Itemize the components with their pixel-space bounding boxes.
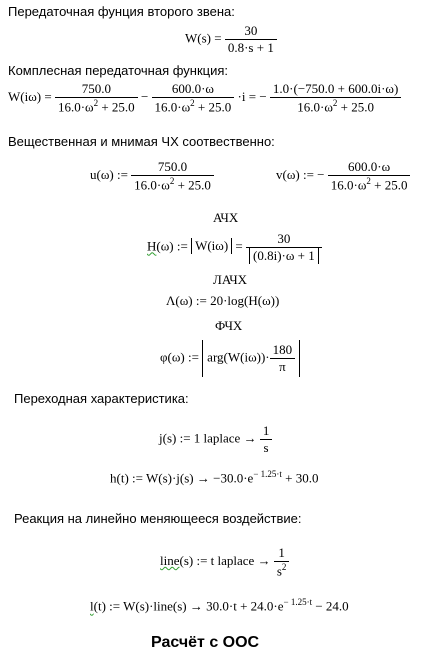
section-title-feedback: Расчёт с ООС [151,634,260,651]
equation-imag-part: v(ω) := − $\frac{600.0\cdot\omega}{16.0\cdot\omega^2 + 25.0}$ [276,159,410,193]
fraction-real: $\frac{750.0}{16.0\cdot\omega^2 + 25.0}$ [55,81,138,115]
fraction: $\frac{1}{s^2}$ [274,545,290,579]
label-lach: ЛАЧХ [213,272,248,287]
fraction-imag: $\frac{600.0\cdot\omega}{16.0\cdot\omega^2 + 25.0}$ [152,81,235,115]
equation-real-part: u(ω) := $\frac{750.0}{16.0\cdot\omega^2 + 25.0}$ [90,159,214,193]
fraction: $\frac{30}{0.8\cdot s + 1}$ [225,23,277,56]
equation-phase: φ(ω) := arg(W(iω))· $\frac{180}{\pi}$ [160,340,300,377]
equation-step-response: h(t) := $W(s)\cdot j(s) \to -30.0\cdot e^{- 1.25\cdot t} + 30.0$ [110,469,319,486]
fraction: $\frac{750.0}{16.0\cdot\omega^2 + 25.0}$ [131,159,214,193]
equation-amplitude: H(ω) := W(iω) = $\frac{30}{(0.8i)\cdot\omega + 1}$ [147,231,322,264]
equation-ramp-response: l(t) := W(s)·line(s) → $30.0\cdot t + 24.0\cdot e^{- 1.25\cdot t} - 24.0$ [90,597,349,614]
label-fch: ФЧХ [215,318,243,333]
fraction: $\frac{600.0\cdot\omega}{16.0\cdot\omega^2 + 25.0}$ [328,159,411,193]
label-ach: АЧХ [213,210,239,225]
equation-step-input: j(s) := 1 laplace → $\frac{1}{s}$ [159,423,272,456]
equation-complex-transfer: W(iω) = $\frac{750.0}{16.0\cdot\omega^2 + 25.0}$ − $\frac{600.0\cdot\omega}{16.0\cdot\omega^2 + 25.0}$ ·i = − $\frac{1.0\cdot(-750.0 + 600.0i\cdot\omega)}{16.0\cdot\omega^2 + 25.0}$ [8,81,401,115]
equation-ramp-input: line(s) := t laplace → $\frac{1}{s^2}$ [160,545,289,579]
fraction-combined: $\frac{1.0\cdot(-750.0 + 600.0i\cdot\omega)}{16.0\cdot\omega^2 + 25.0}$ [270,81,401,115]
fraction: $\frac{1}{s}$ [260,423,273,456]
equation-log-amplitude: Λ(ω) := 20·log(H(ω)) [166,293,280,308]
eq-lhs: W(s) [185,30,211,46]
heading-real-imag: Вещественная и мнимая ЧХ соотвественно: [8,134,275,149]
abs-value: arg(W(iω))· $\frac{180}{\pi}$ [202,340,300,377]
heading-complex-transfer: Комплесная передаточная функция: [8,63,228,78]
heading-step-response: Переходная характеристика: [14,391,189,406]
heading-ramp-response: Реакция на линейно меняющееся воздействие: [14,511,302,526]
abs-value: W(iω) [191,238,232,254]
fraction: $\frac{30}{(0.8i)\cdot\omega + 1}$ [246,231,322,264]
equation-transfer-function: W(s) = $\frac{30}{0.8\cdot s + 1}$ [185,23,277,56]
heading-second-link-transfer: Передаточная фунция второго звена: [8,4,235,19]
